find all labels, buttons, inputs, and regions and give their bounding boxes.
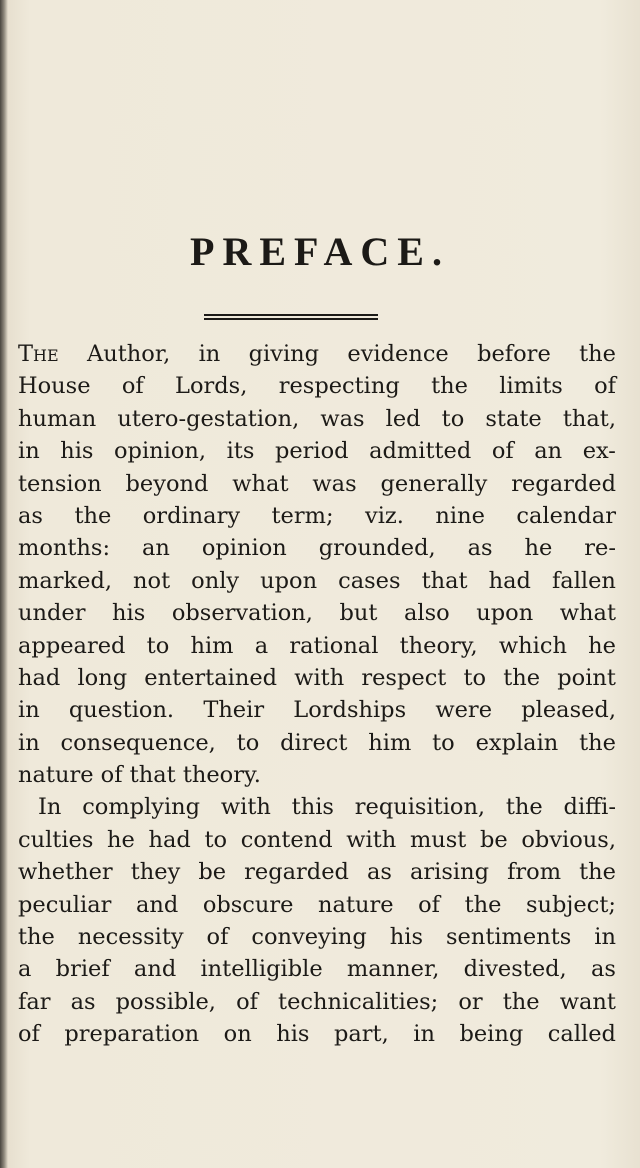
text-line: as the ordinary term; viz. nine calendar [18, 502, 616, 529]
body-text [18, 338, 616, 1051]
text-line: House of Lords, respecting the limits of [18, 373, 616, 400]
text-line: in consequence, to direct him to explain the [18, 729, 616, 756]
text-line: culties he had to contend with must be obvious, [18, 826, 616, 853]
title-rule [204, 314, 378, 322]
text-line: had long entertained with respect to the point [18, 664, 616, 691]
text-line: whether they be regarded as arising from the [18, 859, 616, 886]
text-line: The Author, in giving evidence before the [18, 341, 616, 367]
text-line: far as possible, of technicalities; or the want [18, 988, 616, 1015]
text-line: tension beyond what was generally regarded [18, 470, 616, 497]
text-line: the necessity of conveying his sentiments in [18, 924, 616, 951]
text-line: peculiar and obscure nature of the subject; [18, 891, 616, 918]
page-title: PREFACE. [190, 229, 450, 274]
text-line: appeared to him a rational theory, which he [18, 632, 616, 659]
text-line: a brief and intelligible manner, divested, as [18, 956, 616, 983]
text-line: nature of that theory. [18, 762, 261, 789]
text-line: under his observation, but also upon what [18, 600, 616, 627]
text-line: in his opinion, its period admitted of an ex- [18, 438, 616, 465]
text-line: of preparation on his part, in being called [18, 1021, 616, 1048]
text-line: months: an opinion grounded, as he re- [18, 535, 616, 562]
binding-edge [0, 0, 8, 1168]
bleed-through [40, 40, 620, 180]
text-line: in question. Their Lordships were pleased, [18, 697, 616, 724]
text-line: marked, not only upon cases that had fallen [18, 567, 616, 594]
text-line: In complying with this requisition, the diffi- [38, 794, 616, 821]
text-line: human utero-gestation, was led to state that, [18, 405, 616, 432]
